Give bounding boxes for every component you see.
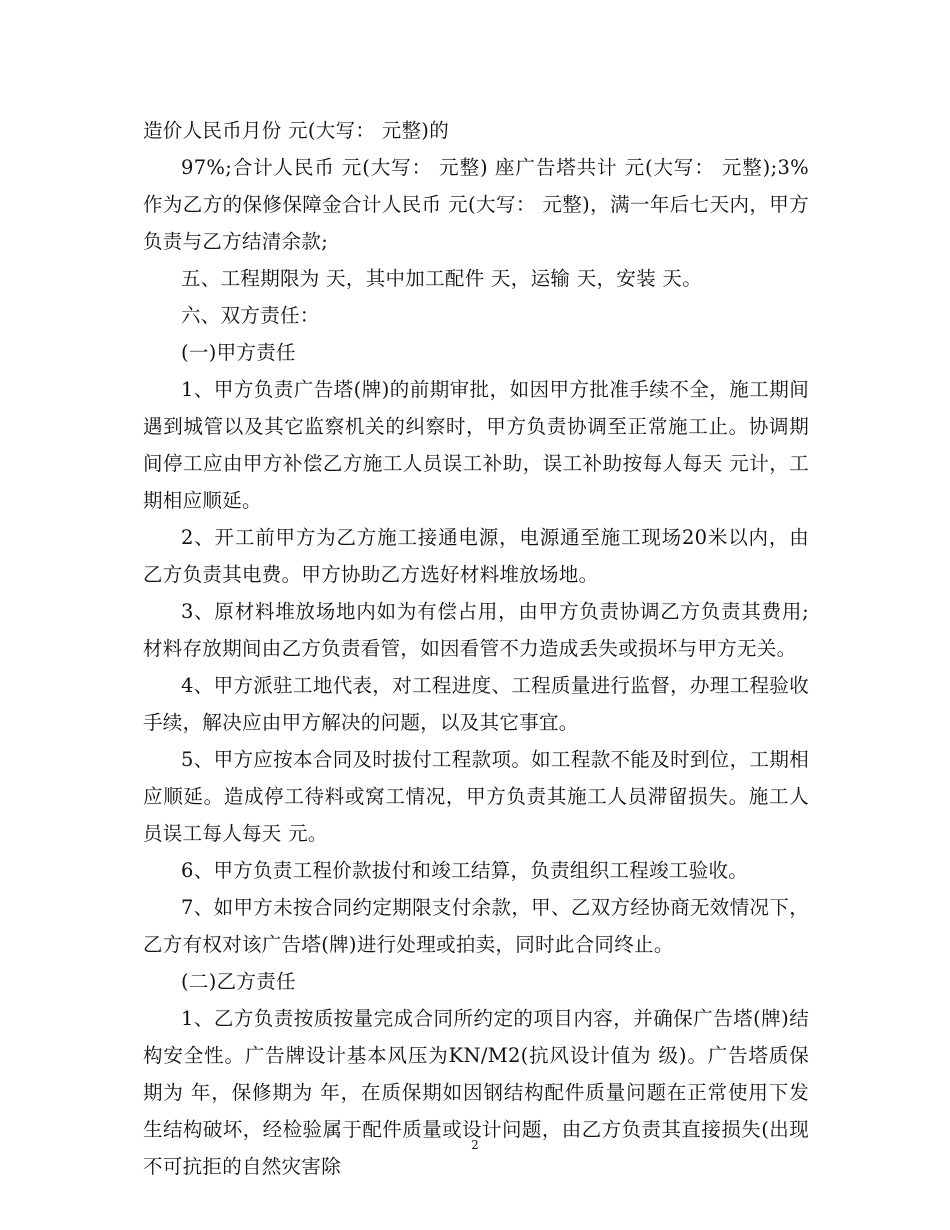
- document-body: [143, 112, 809, 1185]
- paragraph-party-a-item-2: 2、开工前甲方为乙方施工接通电源，电源通至施工现场20米以内，由乙方负责其电费。甲方协助乙方选好材料堆放场地。: [143, 526, 809, 586]
- section-heading-responsibilities: 六、双方责任：: [181, 304, 320, 327]
- paragraph-party-a-item-3: 3、原材料堆放场地内如为有偿占用，由甲方负责协调乙方负责其费用;材料存放期间由乙方负责看管，如因看管不力造成丢失或损坏与甲方无关。: [143, 600, 809, 660]
- paragraph-party-a-item-1: 1、甲方负责广告塔(牌)的前期审批，如因甲方批准手续不全，施工期间遇到城管以及其它监察机关的纠察时，甲方负责协调至正常施工止。协调期间停工应由甲方补偿乙方施工人员误工补助，误工补助按每人每天 元计，工期相应顺延。: [143, 378, 809, 512]
- paragraph-party-a-item-5: 5、甲方应按本合同及时拔付工程款项。如工程款不能及时到位，工期相应顺延。造成停工待料或窝工情况，甲方负责其施工人员滞留损失。施工人员误工每人每天 元。: [143, 748, 809, 845]
- paragraph-2: 97%;合计人民币 元(大写： 元整) 座广告塔共计 元(大写： 元整);3%作为乙方的保修保障金合计人民币 元(大写： 元整)，满一年后七天内，甲方负责与乙方结清余款;: [143, 156, 809, 253]
- paragraph-party-a-item-4: 4、甲方派驻工地代表，对工程进度、工程质量进行监督，办理工程验收手续，解决应由甲方解决的问题，以及其它事宜。: [143, 674, 809, 734]
- subsection-heading-party-b: (二)乙方责任: [181, 970, 296, 993]
- paragraph-party-a-item-7: 7、如甲方未按合同约定期限支付余款，甲、乙双方经协商无效情况下，乙方有权对该广告塔(牌)进行处理或拍卖，同时此合同终止。: [143, 896, 809, 956]
- subsection-heading-party-a: (一)甲方责任: [181, 341, 296, 364]
- paragraph-1: 造价人民币月份 元(大写： 元整)的: [143, 119, 450, 142]
- paragraph-party-b-item-1: 1、乙方负责按质按量完成合同所约定的项目内容，并确保广告塔(牌)结构安全性。广告牌设计基本风压为KN/M2(抗风设计值为 级)。广告塔质保期为 年，保修期为 年，在质保期如因钢结构配件质量问题在正常使用下发生结构破坏，经检验属于配件质量或设计问题，由乙方负责其直接损失(出现不可抗拒的自然灾害除: [143, 1007, 809, 1178]
- paragraph-party-a-item-6: 6、甲方负责工程价款拔付和竣工结算，负责组织工程竣工验收。: [181, 859, 749, 882]
- page-number: 2: [471, 1138, 479, 1152]
- paragraph-3: 五、工程期限为 天，其中加工配件 天，运输 天，安装 天。: [181, 267, 702, 290]
